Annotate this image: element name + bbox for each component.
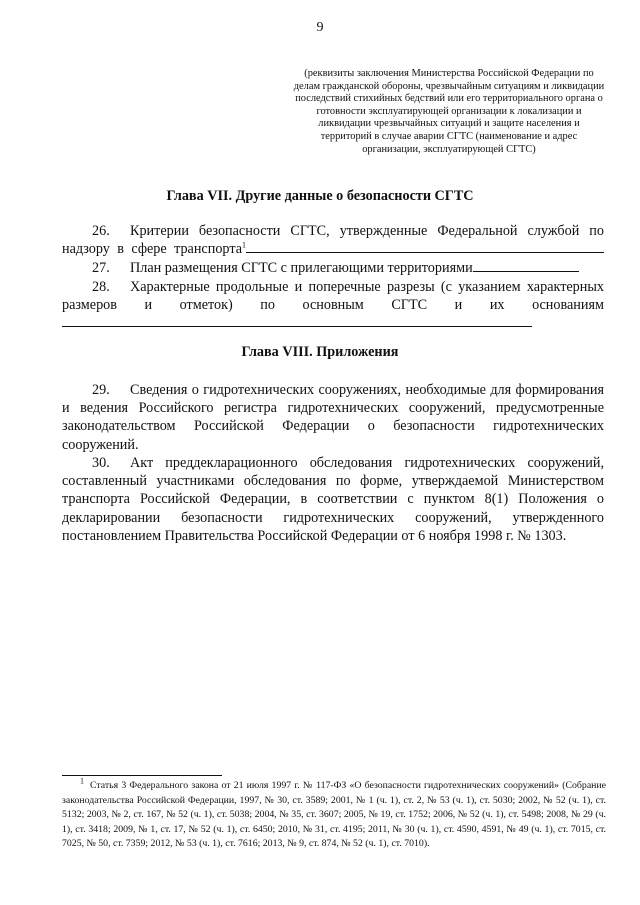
item-26-text: Критерии безопасности СГТС, утвержденные Федеральной службой по надзору в сфере транспорта	[62, 223, 604, 258]
chapter-8-title: Глава VIII. Приложения	[241, 344, 399, 360]
item-30-text: Акт преддекларационного обследования гидротехнических сооружений, составленный участниками обследования по форме, утверждаемой Министерством транспорта Российской Федерации, в соответствии с пунктом 8(1) Положения о декларировании безопасности гидротехнических сооружений, утвержденного постановлением Правительства Российской Федерации от 6 ноября 1998 г. № 1303.	[62, 455, 604, 544]
item-30-number: 30.	[92, 455, 110, 471]
footnote-mark: 1	[80, 776, 84, 786]
item-30	[62, 454, 604, 545]
fill-line	[62, 314, 532, 327]
item-28-number: 28.	[92, 279, 110, 295]
footnote-separator	[62, 775, 222, 776]
footnote-text: Статья 3 Федерального закона от 21 июля 1997 г. № 117-ФЗ «О безопасности гидротехнических сооружений» (Собрание законодательства Российской Федерации, 1997, № 30, ст. 3589; 2001, № 1 (ч. 1), ст. 2, № 53 (ч. 1), ст. 5030; 2002, № 52 (ч. 1), ст. 5132; 2003, № 2, ст. 167, № 52 (ч. 1), ст. 5038; 2004, № 35, ст. 3607; 2005, № 19, ст. 1752; 2006, № 52 (ч. 1), ст. 5498; 2008, № 29 (ч. 1), ст. 3418; 2009, № 1, ст. 17, № 52 (ч. 1), ст. 6450; 2010, № 31, ст. 4195; 2011, № 30 (ч. 1), ст. 4590, 4591, № 49 (ч. 1), ст. 7015, ст. 7025, № 50, ст. 7359; 2012, № 53 (ч. 1), ст. 7616; 2013, № 9, ст. 874, № 52 (ч. 1), ст. 7010).	[62, 780, 606, 850]
page-number: 9	[316, 20, 324, 35]
item-29	[62, 381, 604, 454]
footnote	[62, 776, 606, 852]
chapter-7-title: Глава VII. Другие данные о безопасности СГТС	[166, 188, 474, 204]
fill-line	[473, 259, 579, 272]
item-29-text: Сведения о гидротехнических сооружениях, необходимые для формирования и ведения Российского регистра гидротехнических сооружений, предусмотренные законодательством Российской Федерации о безопасности гидротехнических сооружений.	[62, 382, 604, 453]
item-27-number: 27.	[92, 260, 110, 276]
requisites-note: (реквизиты заключения Министерства Российской Федерации по делам гражданской обороны, чрезвычайным ситуациям и ликвидации последствий стихийных бедствий или его территориального органа о готовности эксплуатирующей организации к локализации и ликвидации чрезвычайных ситуаций и защите населения и территорий в случае аварии СГТС (наименование и адрес организации, эксплуатирующей СГТС)	[293, 68, 605, 155]
item-26-number: 26.	[92, 223, 110, 239]
item-29-number: 29.	[92, 382, 110, 398]
footnote-ref: 1	[242, 240, 246, 250]
item-26	[62, 222, 604, 258]
item-27-text: План размещения СГТС с прилегающими территориями	[130, 260, 473, 276]
item-28-text: Характерные продольные и поперечные разрезы (с указанием характерных размеров и отметок) по основным СГТС и их основаниям	[62, 279, 604, 314]
item-27	[62, 259, 604, 277]
fill-line	[246, 240, 604, 253]
item-28	[62, 278, 604, 333]
